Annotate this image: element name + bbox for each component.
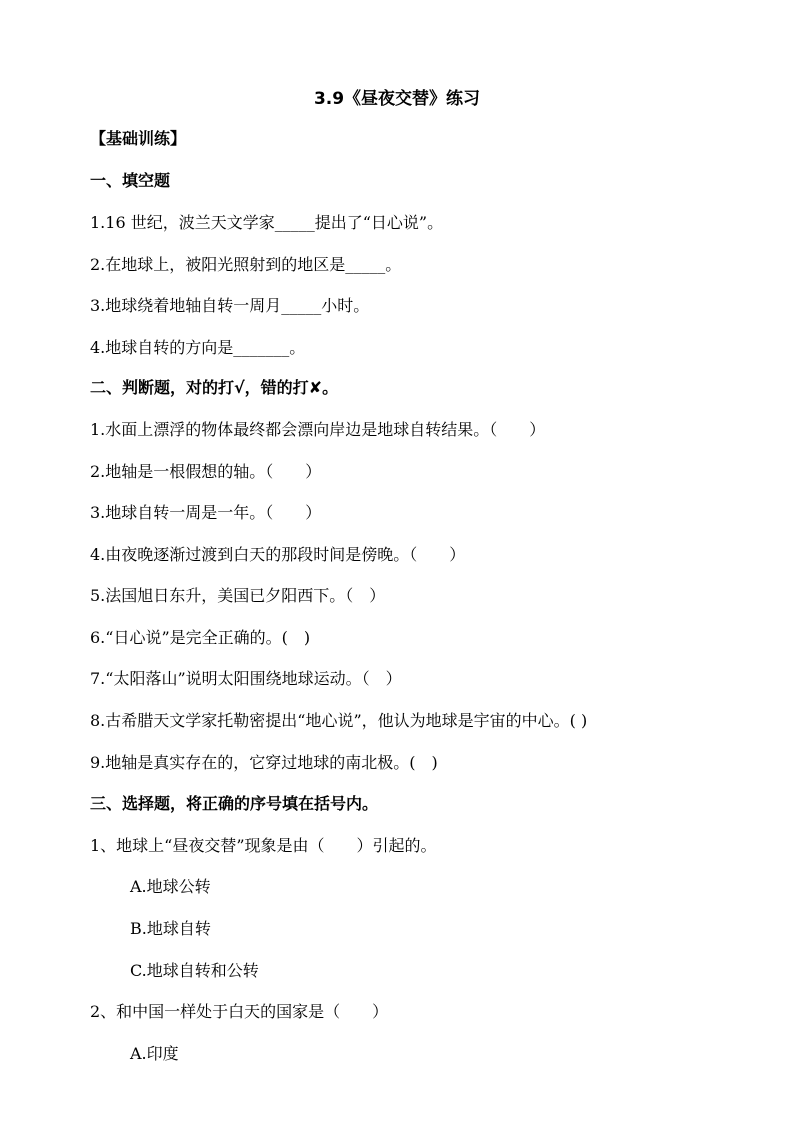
judge-question-2: 2.地轴是一根假想的轴。（ ） [90, 462, 322, 481]
part1-heading: 一、填空题 [90, 171, 171, 190]
judge-question-9: 9.地轴是真实存在的，它穿过地球的南北极。( ) [90, 753, 438, 772]
judge-question-7: 7.“太阳落山”说明太阳围绕地球运动。（ ） [90, 669, 402, 688]
part2-heading: 二、判断题，对的打√，错的打✘。 [90, 378, 339, 397]
choice-1-option-c: C.地球自转和公转 [130, 961, 259, 980]
fill-question-4: 4.地球自转的方向是_______。 [90, 338, 306, 357]
judge-question-1: 1.水面上漂浮的物体最终都会漂向岸边是地球自转结果。（ ） [90, 420, 546, 439]
judge-question-8: 8.古希腊天文学家托勒密提出“地心说”，他认为地球是宇宙的中心。( ) [90, 711, 588, 730]
judge-question-5: 5.法国旭日东升，美国已夕阳西下。（ ） [90, 586, 386, 605]
choice-question-2: 2、和中国一样处于白天的国家是（ ） [90, 1002, 389, 1021]
page-title: 3.9《昼夜交替》练习 [313, 89, 481, 109]
judge-question-3: 3.地球自转一周是一年。（ ） [90, 503, 322, 522]
fill-question-1: 1.16 世纪，波兰天文学家_____提出了“日心说”。 [90, 213, 444, 232]
judge-question-6: 6.“日心说”是完全正确的。( ) [90, 628, 311, 647]
choice-question-1: 1、地球上“昼夜交替”现象是由（ ）引起的。 [90, 836, 437, 855]
judge-question-4: 4.由夜晚逐渐过渡到白天的那段时间是傍晚。（ ） [90, 545, 466, 564]
choice-1-option-a: A.地球公转 [130, 877, 211, 896]
section-basic-training: 【基础训练】 [90, 129, 187, 148]
fill-question-2: 2.在地球上，被阳光照射到的地区是_____。 [90, 255, 402, 274]
choice-2-option-a: A.印度 [130, 1044, 179, 1063]
choice-1-option-b: B.地球自转 [130, 919, 211, 938]
fill-question-3: 3.地球绕着地轴自转一周月_____小时。 [90, 296, 370, 315]
part3-heading: 三、选择题，将正确的序号填在括号内。 [90, 794, 379, 813]
